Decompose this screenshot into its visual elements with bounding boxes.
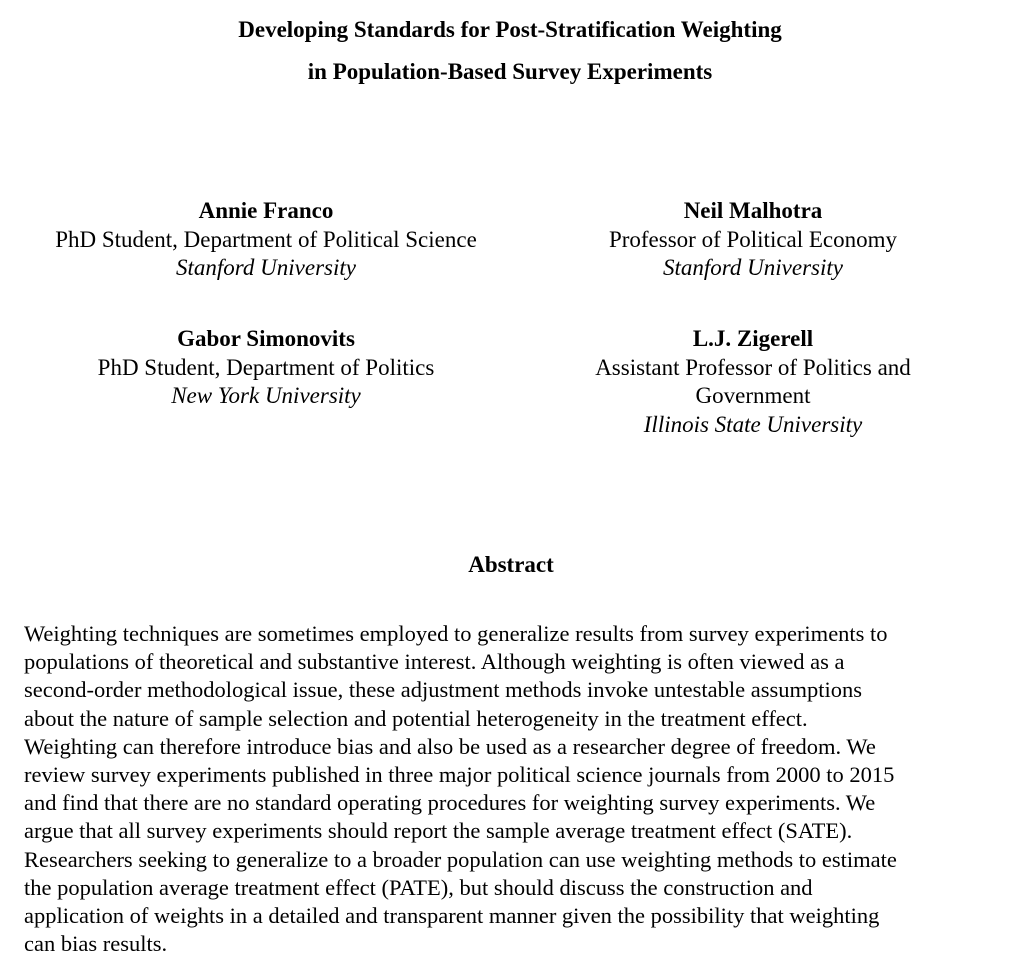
abstract-line: Weighting techniques are sometimes employed to generalize results from survey experiments to (24, 621, 888, 646)
author-institution: Stanford University (176, 255, 356, 280)
author-block-zigerell (503, 325, 1003, 439)
abstract-line: review survey experiments published in three major political science journals from 2000 to 2015 (24, 762, 895, 788)
abstract-line: populations of theoretical and substantive interest. Although weighting is often viewed as a (24, 649, 845, 675)
abstract-line: argue that all survey experiments should report the sample average treatment effect (SATE). (24, 818, 853, 844)
author-block-franco (16, 197, 516, 283)
author-name: Annie Franco (198, 198, 334, 223)
abstract-line: and find that there are no standard operating procedures for weighting survey experiments. We (24, 790, 876, 816)
abstract-body (24, 620, 1014, 958)
abstract-line: second-order methodological issue, these adjustment methods invoke untestable assumptions (24, 677, 862, 703)
author-name: Gabor Simonovits (177, 326, 355, 351)
abstract-heading: Abstract (468, 552, 554, 577)
author-position-continued: Government (695, 383, 811, 408)
abstract-line: Weighting can therefore introduce bias and also be used as a researcher degree of freedom. We (24, 733, 876, 759)
author-position: PhD Student, Department of Politics (97, 354, 435, 380)
author-institution: New York University (171, 383, 361, 408)
author-name: Neil Malhotra (683, 198, 823, 223)
author-position: Assistant Professor of Politics and (595, 354, 911, 380)
abstract-line: about the nature of sample selection and potential heterogeneity in the treatment effect. (24, 705, 808, 731)
abstract-line: can bias results. (24, 931, 168, 957)
abstract-line: application of weights in a detailed and transparent manner given the possibility that weighting (24, 903, 880, 929)
author-institution: Stanford University (663, 255, 843, 280)
author-position: PhD Student, Department of Political Science (55, 226, 477, 252)
author-institution: Illinois State University (643, 411, 863, 437)
abstract-line: the population average treatment effect (PATE), but should discuss the construction and (24, 874, 813, 900)
author-block-malhotra (503, 197, 1003, 283)
paper-title-line-2: in Population-Based Survey Experiments (307, 59, 713, 84)
author-position: Professor of Political Economy (608, 226, 898, 252)
abstract-line: Researchers seeking to generalize to a broader population can use weighting methods to estimate (24, 846, 897, 872)
paper-title-line-1: Developing Standards for Post-Stratification Weighting (238, 17, 782, 42)
author-block-simonovits (16, 325, 516, 411)
author-name: L.J. Zigerell (692, 326, 814, 351)
